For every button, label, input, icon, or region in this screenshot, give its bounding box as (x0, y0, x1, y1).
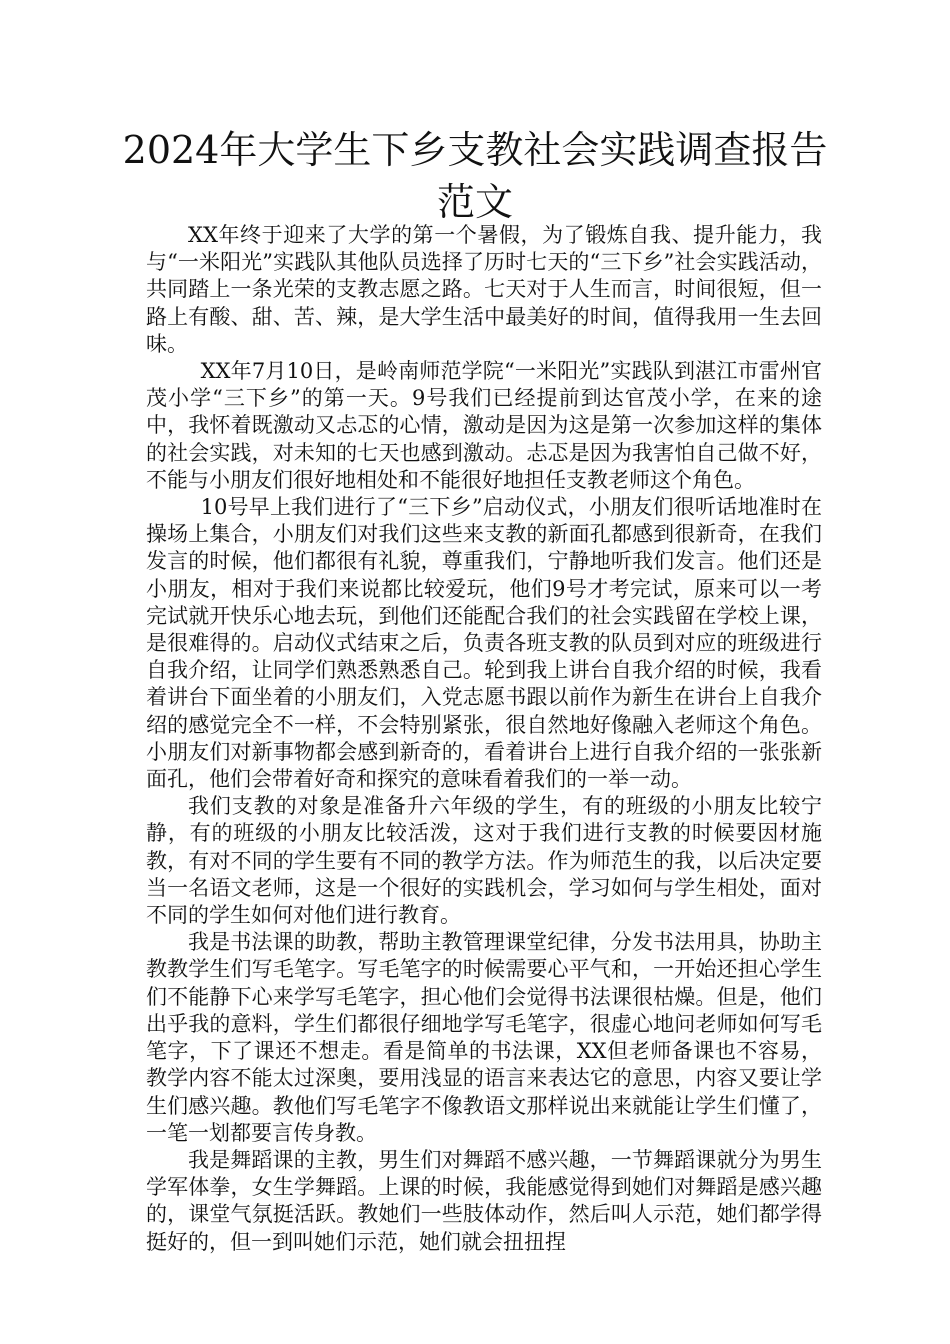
paragraph: 我们支教的对象是准备升六年级的学生，有的班级的小朋友比较宁静，有的班级的小朋友比较活泼，这对于我们进行支教的时候要因材施教，有对不同的学生要有不同的教学方法。作为师范生的我，以后决定要当一名语文老师，这是一个很好的实践机会，学习如何与学生相处，面对不同的学生如何对他们进行教育。 (146, 794, 822, 928)
document-title: 2024年大学生下乡支教社会实践调查报告范文 (122, 128, 828, 224)
document-body (146, 222, 822, 1256)
paragraph: XX年7月10日，是岭南师范学院“一米阳光”实践队到湛江市雷州官茂小学“三下乡”的第一天。9号我们已经提前到达官茂小学，在来的途中，我怀着既激动又忐忑的心情，激动是因为这是第一次参加这样的集体的社会实践，对未知的七天也感到激动。忐忑是因为我害怕自己做不好，不能与小朋友们很好地相处和不能很好地担任支教老师这个角色。 (146, 359, 822, 492)
paragraph: 10号早上我们进行了“三下乡”启动仪式，小朋友们很听话地准时在操场上集合，小朋友们对我们这些来支教的新面孔都感到很新奇，在我们发言的时候，他们都很有礼貌，尊重我们，宁静地听我们发言。他们还是小朋友，相对于我们来说都比较爱玩，他们9号才考完试，原来可以一考完试就开快乐心地去玩，到他们还能配合我们的社会实践留在学校上课，是很难得的。启动仪式结束之后，负责各班支教的队员到对应的班级进行自我介绍，让同学们熟悉熟悉自己。轮到我上讲台自我介绍的时候，我看着讲台下面坐着的小朋友们，入党志愿书跟以前作为新生在讲台上自我介绍的感觉完全不一样，不会特别紧张，很自然地好像融入老师这个角色。小朋友们对新事物都会感到新奇的，看着讲台上进行自我介绍的一张张新面孔，他们会带着好奇和探究的意味看着我们的一举一动。 (146, 495, 822, 792)
paragraph: 我是书法课的助教，帮助主教管理课堂纪律，分发书法用具，协助主教教学生们写毛笔字。写毛笔字的时候需要心平气和，一开始还担心学生们不能静下心来学写毛笔字，担心他们会觉得书法课很枯燥。但是，他们出乎我的意料，学生们都很仔细地学写毛笔字，很虚心地问老师如何写毛笔字，下了课还不想走。看是简单的书法课，XX但老师备课也不容易，教学内容不能太过深奥，要用浅显的语言来表达它的意思，内容又要让学生们感兴趣。教他们写毛笔字不像教语文那样说出来就能让学生们懂了，一笔一划都要言传身教。 (146, 930, 822, 1145)
paragraph: XX年终于迎来了大学的第一个暑假，为了锻炼自我、提升能力，我与“一米阳光”实践队其他队员选择了历时七天的“三下乡”社会实践活动，共同踏上一条光荣的支教志愿之路。七天对于人生而言，时间很短，但一路上有酸、甜、苦、辣，是大学生活中最美好的时间，值得我用一生去回味。 (146, 223, 822, 356)
paragraph: 我是舞蹈课的主教，男生们对舞蹈不感兴趣，一节舞蹈课就分为男生学军体拳，女生学舞蹈。上课的时候，我能感觉得到她们对舞蹈是感兴趣的，课堂气氛挺活跃。教她们一些肢体动作，然后叫人示范，她们都学得挺好的，但一到叫她们示范，她们就会扭扭捏 (146, 1147, 822, 1254)
